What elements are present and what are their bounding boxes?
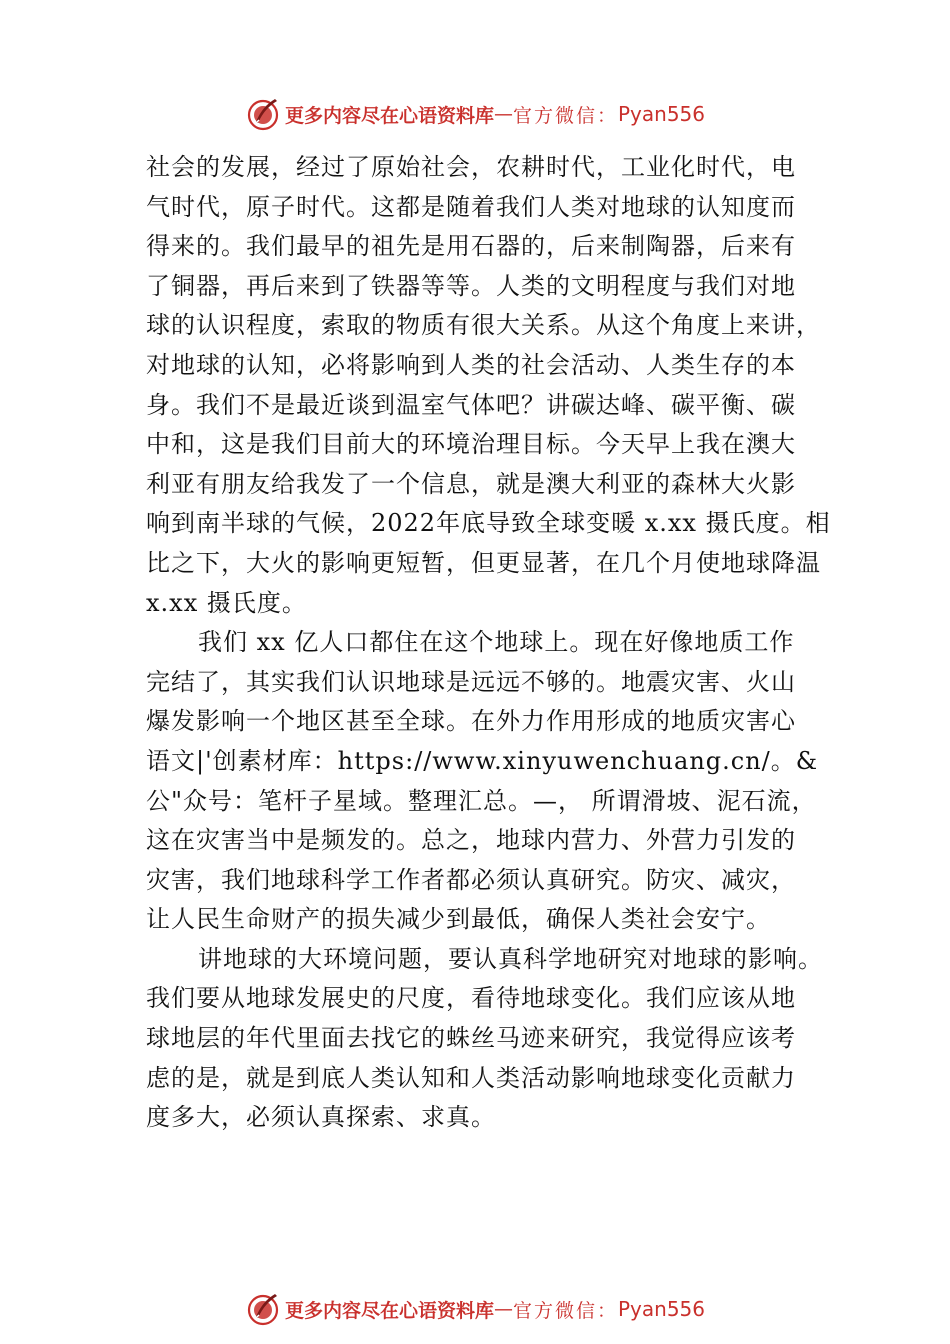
banner-wechat-id: Pyan556 <box>618 1297 706 1321</box>
text-line: 身。我们不是最近谈到温室气体吧？讲碳达峰、碳平衡、碳 <box>146 390 796 419</box>
text-line: 利亚有朋友给我发了一个信息，就是澳大利亚的森林大火影 <box>146 469 796 498</box>
text-line: 社会的发展，经过了原始社会，农耕时代，工业化时代，电 <box>146 153 796 181</box>
banner-separator: — <box>493 1298 513 1320</box>
banner-separator: — <box>493 103 513 125</box>
text-line: 完结了，其实我们认识地球是远远不够的。地震灾害、火山 <box>146 667 796 696</box>
text-line: 让人民生命财产的损失减少到最低，确保人类社会安宁。 <box>146 905 771 934</box>
banner-wechat-label: 官方微信： <box>512 104 618 127</box>
quill-seal-logo-icon <box>245 96 281 132</box>
text-line: 对地球的认知，必将影响到人类的社会活动、人类生存的本 <box>146 350 796 379</box>
text-line: 我们要从地球发展史的尺度，看待地球变化。我们应该从地 <box>146 984 796 1013</box>
text-line: 虑的是，就是到底人类认知和人类活动影响地球变化贡献力 <box>146 1063 796 1092</box>
text-line: 比之下，大火的影响更短暂，但更显著，在几个月使地球降温 <box>146 548 821 577</box>
text-line: 了铜器，再后来到了铁器等等。人类的文明程度与我们对地 <box>146 271 796 300</box>
text-line: x.xx 摄氏度。 <box>146 588 307 617</box>
text-line: 度多大，必须认真探索、求真。 <box>146 1103 496 1132</box>
text-line: 我们 xx 亿人口都住在这个地球上。现在好像地质工作 <box>198 628 795 657</box>
banner-title: 更多内容尽在心语资料库 <box>284 104 494 127</box>
text-line: 灾害，我们地球科学工作者都必须认真研究。防灾、减灾， <box>146 865 796 894</box>
text-line: 球的认识程度，索取的物质有很大关系。从这个角度上来讲， <box>146 311 821 340</box>
text-line: 公"众号：笔杆子星域。整理汇总。—， 所谓滑坡、泥石流， <box>146 786 817 815</box>
banner-title: 更多内容尽在心语资料库 <box>284 1299 494 1322</box>
text-line: 响到南半球的气候，2022年底导致全球变暖 x.xx 摄氏度。相 <box>146 509 831 538</box>
footer-banner <box>0 1287 950 1331</box>
banner-wechat-id: Pyan556 <box>618 102 706 126</box>
banner-wechat-label: 官方微信： <box>512 1299 618 1322</box>
text-line: 这在灾害当中是频发的。总之，地球内营力、外营力引发的 <box>146 826 796 855</box>
text-line: 语文|'创素材库：https://www.xinyuwenchuang.cn/。& <box>146 746 819 775</box>
text-line: 球地层的年代里面去找它的蛛丝马迹来研究，我觉得应该考 <box>146 1024 796 1053</box>
text-line: 中和，这是我们目前大的环境治理目标。今天早上我在澳大 <box>146 430 796 459</box>
text-line: 爆发影响一个地区甚至全球。在外力作用形成的地质灾害心 <box>146 707 796 736</box>
document-body <box>146 148 831 1138</box>
text-line: 气时代，原子时代。这都是随着我们人类对地球的认知度而 <box>146 192 796 221</box>
text-line: 讲地球的大环境问题，要认真科学地研究对地球的影响。 <box>198 944 823 973</box>
header-banner <box>0 92 950 136</box>
text-line: 得来的。我们最早的祖先是用石器的，后来制陶器，后来有 <box>146 232 796 261</box>
quill-seal-logo-icon <box>245 1291 281 1327</box>
